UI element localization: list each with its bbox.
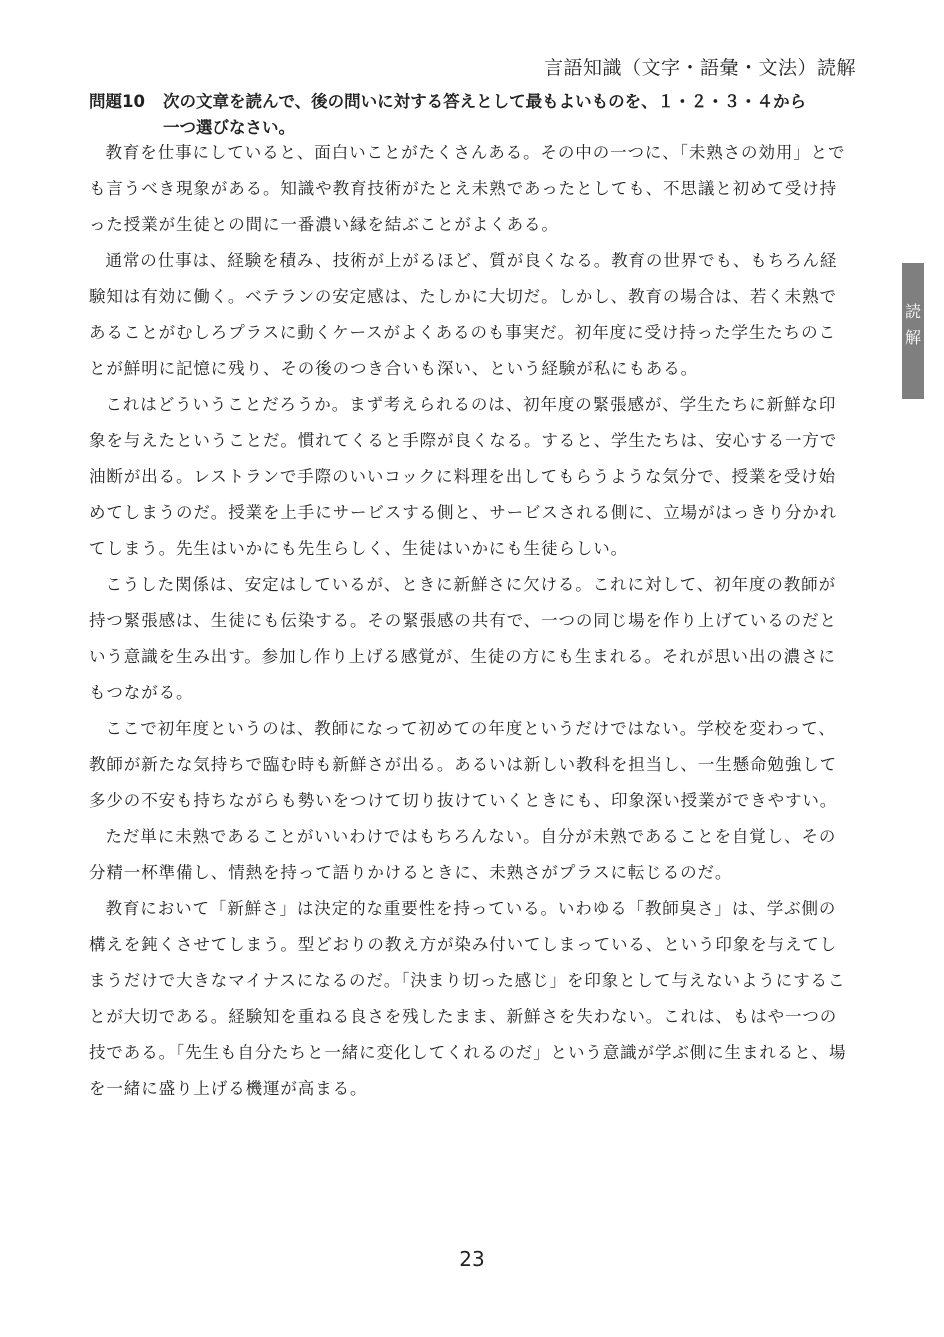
passage-paragraph: 教育を仕事にしていると、面白いことがたくさんある。その中の一つに、「未熟さの効用」とでも言うべき現象がある。知識や教育技術がたとえ未熟であったとしても、不思議と初めて受け持った授業が生徒との間に一番濃い縁を結ぶことがよくある。 bbox=[89, 143, 846, 234]
question-text-line-1: 次の文章を読んで、後の問いに対する答えとして最もよいものを、１・２・３・４から bbox=[163, 92, 807, 111]
question-number: 問題10 bbox=[89, 92, 145, 111]
question-instruction bbox=[89, 89, 859, 141]
question-text-line-2: 一つ選びなさい。 bbox=[163, 118, 295, 137]
passage-paragraph: 教育において「新鮮さ」は決定的な重要性を持っている。いわゆる「教師臭さ」は、学ぶ側の構えを鈍くさせてしまう。型どおりの教え方が染み付いてしまっている、という印象を与えてしまうだけで大きなマイナスになるのだ。「決まり切った感じ」を印象として与えないようにすることが大切である。経験知を重ねる良さを残したまま、新鮮さを失わない。これは、もはや一つの技である。「先生も自分たちと一緒に変化してくれるのだ」という意識が学ぶ側に生まれると、場を一緒に盛り上げる機運が高まる。 bbox=[89, 899, 847, 1098]
passage-paragraph: ただ単に未熟であることがいいわけではもちろんない。自分が未熟であることを自覚し、その分精一杯準備し、情熱を持って語りかけるときに、未熟さがプラスに転じるのだ。 bbox=[89, 827, 837, 882]
question-line-1 bbox=[89, 89, 859, 115]
side-tab-char-1: 読 bbox=[904, 302, 921, 321]
side-tab-char-2: 解 bbox=[904, 328, 921, 347]
passage-paragraph: こうした関係は、安定はしているが、ときに新鮮さに欠ける。これに対して、初年度の教師が持つ緊張感は、生徒にも伝染する。その緊張感の共有で、一つの同じ場を作り上げているのだという意識を生み出す。参加し作り上げる感覚が、生徒の方にも生まれる。それが思い出の濃さにもつながる。 bbox=[89, 575, 837, 702]
page-number: 23 bbox=[459, 1247, 485, 1271]
reading-passage bbox=[89, 135, 849, 1107]
passage-paragraph: これはどういうことだろうか。まず考えられるのは、初年度の緊張感が、学生たちに新鮮な印象を与えたということだ。慣れてくると手際が良くなる。すると、学生たちは、安心する一方で油断が出る。レストランで手際のいいコックに料理を出してもらうような気分で、授業を受け始めてしまうのだ。授業を上手にサービスする側と、サービスされる側に、立場がはっきり分かれてしまう。先生はいかにも先生らしく、生徒はいかにも生徒らしい。 bbox=[89, 395, 838, 558]
passage-paragraph: ここで初年度というのは、教師になって初めての年度というだけではない。学校を変わって、教師が新たな気持ちで臨む時も新鮮さが出る。あるいは新しい教科を担当し、一生懸命勉強して多少の不安も持ちながらも勢いをつけて切り抜けていくときにも、印象深い授業ができやすい。 bbox=[89, 719, 838, 810]
section-side-tab bbox=[902, 263, 924, 399]
passage-paragraph: 通常の仕事は、経験を積み、技術が上がるほど、質が良くなる。教育の世界でも、もちろん経験知は有効に働く。ベテランの安定感は、たしかに大切だ。しかし、教育の場合は、若く未熟であることがむしろプラスに動くケースがよくあるのも事実だ。初年度に受け持った学生たちのことが鮮明に記憶に残り、その後のつき合いも深い、という経験が私にもある。 bbox=[89, 251, 838, 378]
section-header: 言語知識（文字・語彙・文法）読解 bbox=[543, 57, 856, 79]
